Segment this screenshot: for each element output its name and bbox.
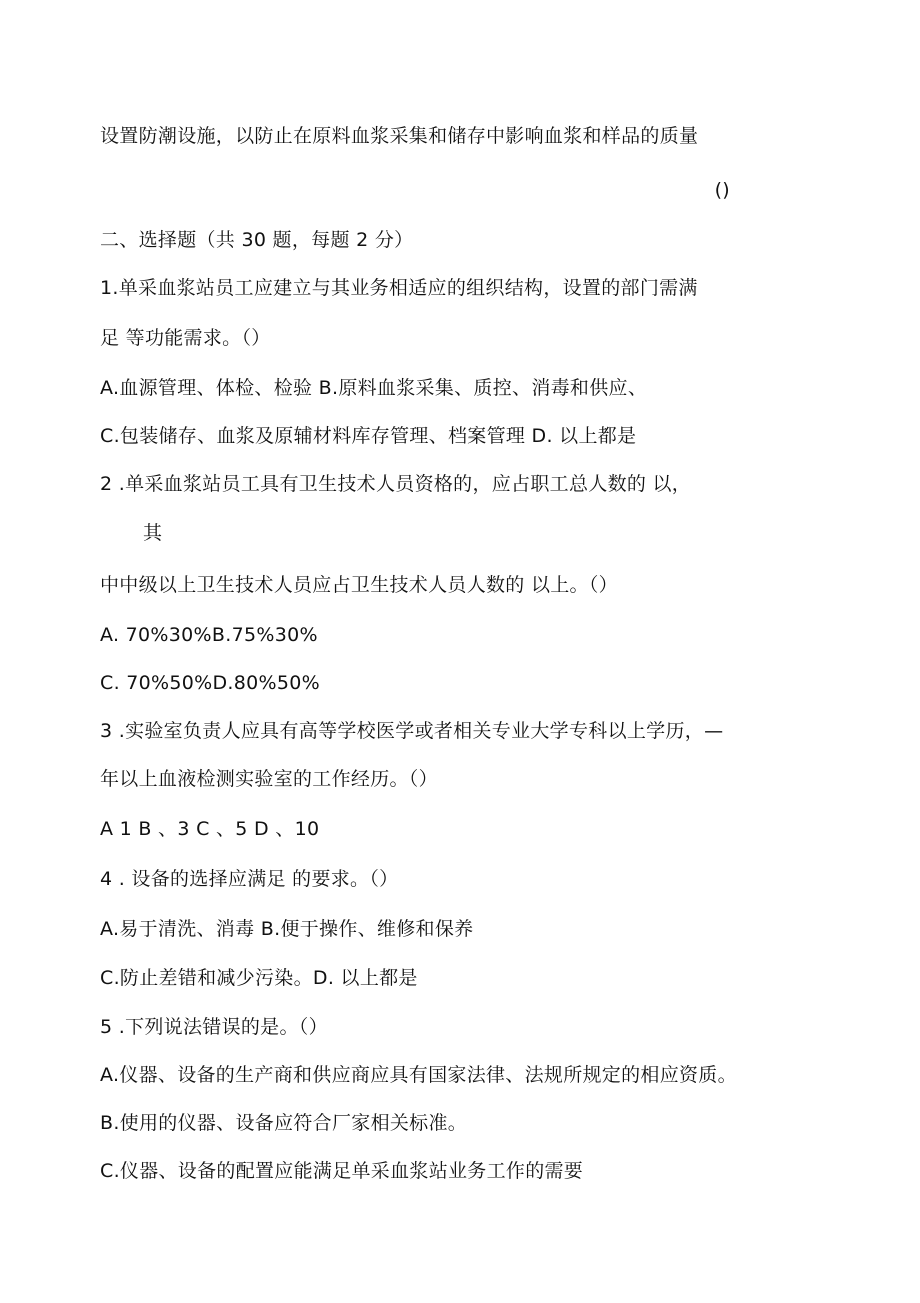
section-heading: 二、选择题（共 30 题，每题 2 分） bbox=[100, 229, 414, 251]
question-1-line-2: 足 等功能需求。（） bbox=[100, 327, 271, 349]
question-2-line-2: 其 bbox=[143, 522, 163, 544]
text-line-2: () bbox=[714, 179, 730, 201]
question-1-line-1: 1.单采血浆站员工应建立与其业务相适应的组织结构，设置的部门需满 bbox=[100, 277, 698, 299]
question-5-option-b: B.使用的仪器、设备应符合厂家相关标准。 bbox=[100, 1112, 468, 1134]
question-4-options-cd: C.防止差错和减少污染。D. 以上都是 bbox=[100, 967, 418, 989]
question-3-options: A 1 B 、3 C 、5 D 、10 bbox=[100, 818, 320, 840]
question-2-line-1: 2 .单采血浆站员工具有卫生技术人员资格的，应占职工总人数的 以， bbox=[100, 473, 692, 495]
question-2-options-cd: C. 70%50%D.80%50% bbox=[100, 672, 321, 694]
question-3-line-1: 3 .实验室负责人应具有高等学校医学或者相关专业大学专科以上学历，— bbox=[100, 720, 724, 742]
question-2-options-ab: A. 70%30%B.75%30% bbox=[100, 624, 318, 646]
question-5-option-c: C.仪器、设备的配置应能满足单采血浆站业务工作的需要 bbox=[100, 1160, 584, 1182]
question-5-option-a: A.仪器、设备的生产商和供应商应具有国家法律、法规所规定的相应资质。 bbox=[100, 1064, 737, 1086]
question-1-options-ab: A.血源管理、体检、检验 B.原料血浆采集、质控、消毒和供应、 bbox=[100, 377, 648, 399]
question-5-line-1: 5 .下列说法错误的是。（） bbox=[100, 1016, 328, 1038]
question-1-options-cd: C.包装储存、血浆及原辅材料库存管理、档案管理 D. 以上都是 bbox=[100, 425, 637, 447]
question-4-options-ab: A.易于清洗、消毒 B.便于操作、维修和保养 bbox=[100, 918, 474, 940]
text-line-1: 设置防潮设施，以防止在原料血浆采集和储存中影响血浆和样品的质量 bbox=[100, 125, 699, 147]
question-4-line-1: 4 . 设备的选择应满足 的要求。（） bbox=[100, 868, 399, 890]
question-3-line-2: 年以上血液检测实验室的工作经历。（） bbox=[100, 768, 438, 790]
question-2-line-3: 中中级以上卫生技术人员应占卫生技术人员人数的 以上。（） bbox=[100, 574, 618, 596]
